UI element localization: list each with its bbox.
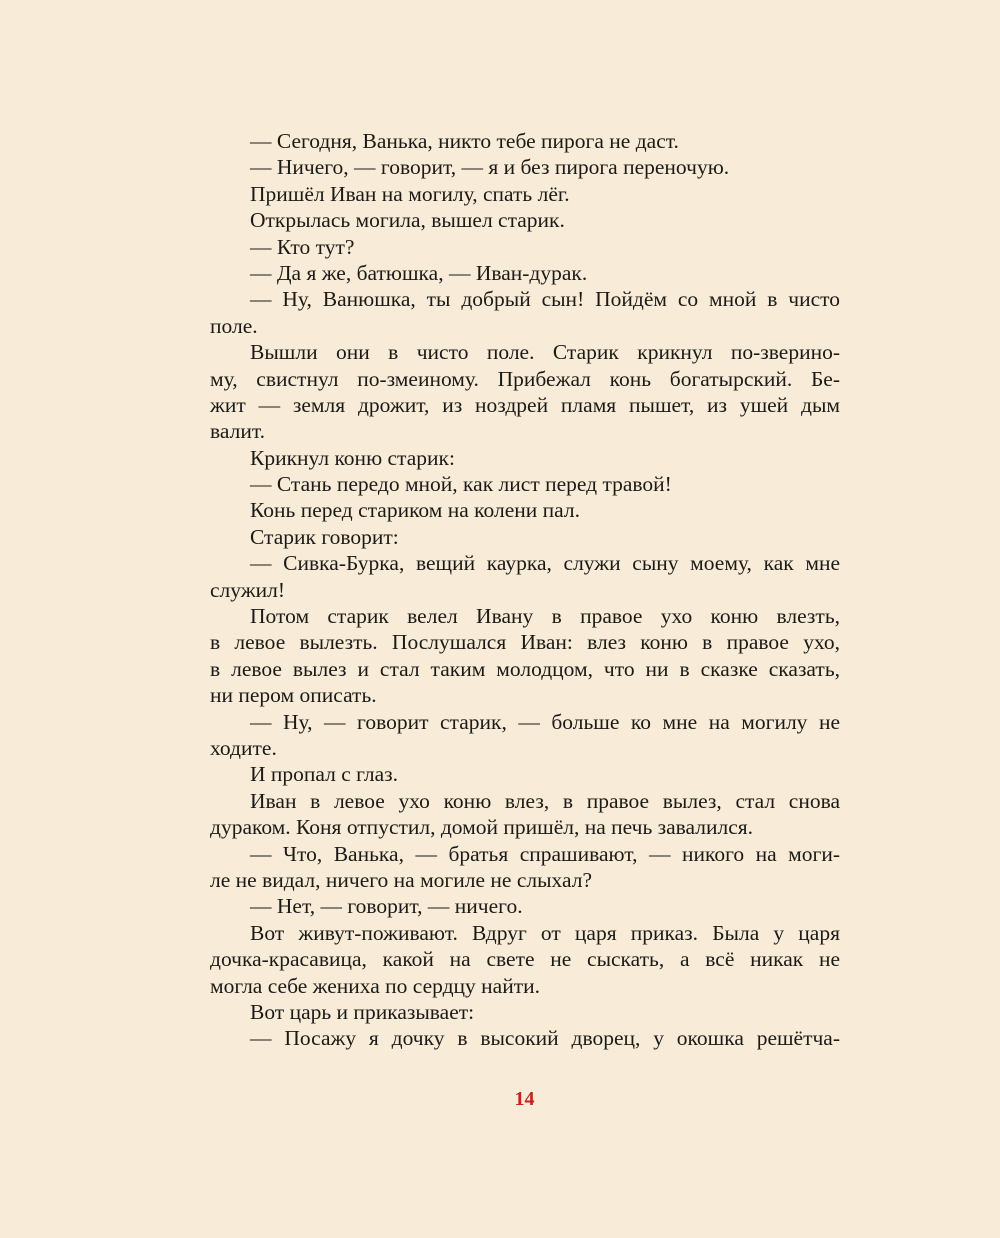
text-line: — Да я же, батюшка, — Иван-дурак. xyxy=(250,260,588,285)
text-line: Крикнул коню старик: xyxy=(250,445,455,470)
text-line: ни пером описать. xyxy=(210,683,377,708)
text-line: — Стань передо мной, как лист перед травой! xyxy=(250,472,672,497)
page-number: 14 xyxy=(514,1088,535,1110)
text-line: — Ну, — говорит старик, — больше ко мне на могилу не xyxy=(250,709,840,734)
text-line: могла себе жениха по сердцу найти. xyxy=(210,973,541,998)
text-line: Старик говорит: xyxy=(250,524,399,549)
text-line: жит — земля дрожит, из ноздрей пламя пышет, из ушей дым xyxy=(210,392,840,417)
text-line: — Ну, Ванюшка, ты добрый сын! Пойдём со мной в чисто xyxy=(250,287,840,312)
text-line: — Кто тут? xyxy=(250,234,355,259)
text-line: ле не видал, ничего на могиле не слыхал? xyxy=(210,867,593,892)
text-line: валит. xyxy=(210,419,265,444)
text-line: Иван в левое ухо коню влез, в правое вылез, стал снова xyxy=(250,788,840,813)
text-line: — Сивка-Бурка, вещий каурка, служи сыну моему, как мне xyxy=(250,551,840,576)
text-line: Конь перед стариком на колени пал. xyxy=(250,498,580,523)
text-line: — Ничего, — говорит, — я и без пирога переночую. xyxy=(250,155,730,180)
text-line: Вот живут-поживают. Вдруг от царя приказ. Была у царя xyxy=(250,920,840,945)
text-line: поле. xyxy=(210,313,258,338)
text-line: в левое вылез и стал таким молодцом, что ни в сказке сказать, xyxy=(210,656,840,681)
text-line: Вот царь и приказывает: xyxy=(250,999,475,1024)
text-line: — Сегодня, Ванька, никто тебе пирога не даст. xyxy=(250,129,679,153)
text-line: — Нет, — говорит, — ничего. xyxy=(250,894,523,919)
text-line: Пришёл Иван на могилу, спать лёг. xyxy=(250,181,570,206)
text-line: дочка-красавица, какой на свете не сыскать, а всё никак не xyxy=(210,947,840,972)
text-line: Вышли они в чисто поле. Старик крикнул по-зверино- xyxy=(250,340,840,365)
text-line: му, свистнул по-змеиному. Прибежал конь богатырский. Бе- xyxy=(210,366,840,391)
text-line: Открылась могила, вышел старик. xyxy=(250,208,565,233)
text-line: дураком. Коня отпустил, домой пришёл, на печь завалился. xyxy=(210,815,754,840)
text-line: служил! xyxy=(210,577,285,602)
body-text xyxy=(210,128,840,1052)
text-line: И пропал с глаз. xyxy=(250,762,399,787)
text-line: Потом старик велел Ивану в правое ухо коню влезть, xyxy=(250,604,840,629)
text-line: — Что, Ванька, — братья спрашивают, — никого на моги- xyxy=(250,841,840,866)
text-line: — Посажу я дочку в высокий дворец, у окошка решётча- xyxy=(250,1026,840,1051)
text-line: в левое вылезть. Послушался Иван: влез коню в правое ухо, xyxy=(210,630,840,655)
text-line: ходите. xyxy=(210,735,277,760)
